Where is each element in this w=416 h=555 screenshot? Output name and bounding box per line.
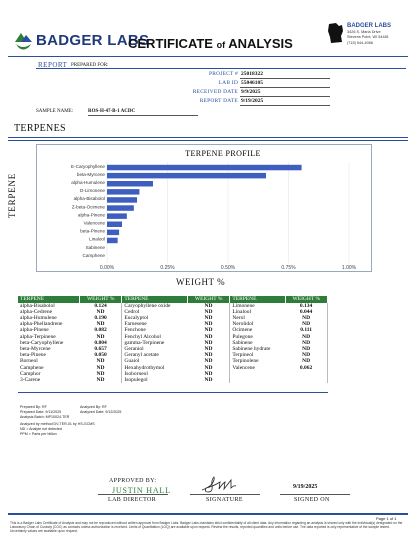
table-value-cell: ND [188,303,230,309]
table-name-cell: Fenchone [124,327,146,334]
analyzed-date-value: 9/12/2025 [105,410,122,414]
title-of: of [216,40,226,50]
table-name-cell: Eucalyptol [124,314,149,321]
table-value-cell: ND [188,352,230,358]
table-value-cell: ND [80,358,122,364]
terpenes-rule-thick [8,137,408,138]
analyzed-by-label: Analyzed By: [80,405,101,409]
table-name-cell: Geraniol [124,345,144,352]
chart-category-label: D-Limonene [79,188,105,194]
chart-bar [107,165,302,171]
table-value-cell [285,377,327,383]
table-name-cell: Fenchyl Alcohol [124,333,161,340]
address-city: Stevens Point, WI 54481 [347,35,389,40]
table-value-cell: 0.062 [285,365,327,371]
prepared-by [20,405,47,409]
table-value-cell: ND [80,321,122,327]
table-name-cell: Sabinene hydrate [232,345,271,352]
table-value-cell: ND [285,352,327,358]
prepared-by-label: Prepared By: [20,405,41,409]
table-name-cell: Sabinene [232,339,253,346]
certificate-title [128,36,293,51]
table-name-cell: alpha-Bisabolol [20,302,55,309]
method-note: Analyzed by method DV-TER-01 by HS-GCMS [20,422,95,426]
table-name-cell: beta-Pinene [20,352,46,359]
table-header-cell: TERPENE [122,296,188,303]
report-date-label: REPORT DATE [199,98,238,104]
prepared-date [20,410,61,414]
address-phone: (715) 544-4066 [347,40,373,45]
table-name-cell: alpha-Phellandrene [20,321,63,328]
chart-y-axis-label: TERPENE [7,172,17,218]
wisconsin-state-icon [327,22,345,44]
chart-category-label: Linalool [89,236,105,242]
prepared-by-value: RF [41,405,47,409]
chart-category-label: alpha-Humulene [71,180,105,185]
analysis-batch-label: Analysis Batch: [20,415,45,419]
table-name-cell: Isopulegol [124,376,148,383]
chart-bar [107,222,122,228]
table-name-cell: alpha-Pinene [20,327,49,334]
chart-x-tick-label: 1.00% [341,265,357,271]
table-name-cell: Terpinolene [232,358,259,365]
chart-category-label: alpha-Bisabolol [73,196,105,202]
table-header-cell: WEIGHT % [80,296,122,303]
table-name-cell: alpha-Terpinene [20,333,56,340]
terpenes-rule-thin [8,140,408,141]
table-value-cell: ND [285,321,327,327]
footer-disclaimer: This is a Badger Labs Certificate of Analysis and may not be reproduced without written approval from Badger Labs. Badger Labs maintains strict confidentiality of all client data. Any information regarding an analysis is shared only with the individual(s) designated on the Laboratory Chain of Custody (COC) as contacts unless authorization is received. Limits of Quantitation (LOQ) are available upon request. Review the results, reported quantities and units before use. The data reported is only representative of the sample tested. Uncertainty values are available upon request. [10,521,403,534]
chart-category-label: Valencene [83,220,105,226]
chart-category-label: E-Caryophyllene [71,163,105,169]
table-value-cell: ND [285,340,327,346]
terpenes-heading: TERPENES [14,123,66,134]
table-value-cell: ND [80,365,122,371]
table-name-cell: Hexahydrothymol [124,364,165,371]
header-divider [8,56,408,57]
chart-category-label: beta-Pinene [80,228,105,234]
lab-id-rule [240,87,330,88]
analyzed-by-value: RF [101,405,107,409]
table-value-cell: ND [188,377,230,383]
report-label: REPORT [38,61,68,69]
project-label: PROJECT # [208,71,238,77]
table-value-cell: ND [188,346,230,352]
page-number: Page 1 of 1 [376,516,397,521]
table-value-cell: ND [188,334,230,340]
address-lab-name: BADGER LABS [347,23,392,29]
sample-name-value: ROS-H-47-B-1 ACDC [88,109,136,114]
chart-canvas [37,145,373,273]
signature-label: SIGNATURE [206,497,243,503]
brand-name: BADGER LABS [36,32,150,49]
table-value-cell: ND [80,377,122,383]
nd-note: ND = Analyte not detected [20,427,62,431]
table-header-cell: TERPENE [18,296,80,303]
approver-name: JUSTIN HALL [112,486,171,495]
table-name-cell: Nerolidol [232,321,254,328]
table-name-cell: alpha-Cedrene [20,308,53,315]
chart-x-tick-label: 0.25% [160,265,175,271]
chart-x-tick-label: 0.50% [220,265,236,271]
chart-category-label: Sabinene [85,244,105,250]
table-name-cell: Camphor [20,370,41,377]
chart-category-label: alpha-Pinene [77,212,105,218]
table-header-cell: TERPENE [230,296,285,303]
table-name-cell: alpha-Humulene [20,314,57,321]
lab-id-label: LAB ID [218,80,238,86]
table-name-cell: Limonene [232,302,255,309]
lab-id-value: 55046105 [241,80,263,86]
chart-bar [107,213,127,219]
received-date-value: 9/9/2025 [241,89,261,95]
table-value-cell: 0.804 [80,340,122,346]
footer-divider [8,513,408,515]
chart-x-tick-label: 0.00% [99,265,115,271]
table-value-cell: 0.134 [285,303,327,309]
chart-bar [107,189,139,195]
chart-title: TERPENE PROFILE [185,149,261,158]
signed-on-date: 9/19/2025 [293,484,318,490]
approver-title: LAB DIRECTOR [108,497,157,503]
table-value-cell: ND [188,365,230,371]
table-name-cell: Geranyl acetate [124,352,159,359]
chart-bar [107,238,118,244]
table-name-cell: Farnesene [124,321,147,328]
table-value-cell: 0.111 [285,327,327,333]
received-date-rule [240,96,330,97]
analyzed-by [80,405,107,409]
table-name-cell: Guaiol [124,358,140,365]
chart-bar [107,173,266,179]
table-name-cell: beta-Myrcene [20,345,51,352]
table-bottom-rule [18,392,328,393]
terpene-profile-chart [36,144,372,272]
chart-bar [107,181,153,187]
table-name-cell: beta-Caryophyllene [20,339,64,346]
project-value: 25018322 [241,71,263,77]
lab-address [347,24,391,46]
prepared-date-label: Prepared Date: [20,410,45,414]
table-name-cell: 3-Carene [20,376,41,383]
signature-rule [190,494,260,495]
signed-on-rule [280,494,350,495]
chart-category-label: beta-Myrcene [76,171,105,177]
chart-category-label: Z-beta-Ocimene [71,204,105,210]
table-name-cell: Pulegone [232,333,253,340]
table-name-cell: Borneol [20,358,38,365]
table-value-cell: 0.082 [80,327,122,333]
table-name-cell: Linalool [232,308,251,315]
table-name-cell: Ocimene [232,327,253,334]
project-rule [240,78,330,79]
chart-bar [107,205,134,211]
table-name-cell [230,377,285,383]
ppm-note: PPM = Parts per billion [20,432,57,436]
sample-name-label: SAMPLE NAME: [36,109,74,114]
chart-bar [107,230,119,236]
table-value-cell: ND [188,309,230,315]
results-table [18,296,328,383]
approver-rule [98,494,168,495]
table-name-cell: Caryophyllene oxide [124,302,171,309]
table-header-cell: WEIGHT % [188,296,230,303]
approved-by-label: APPROVED BY: [109,478,157,484]
table-name-cell: Camphene [20,364,44,371]
report-underline [36,68,406,69]
table-value-cell: ND [188,321,230,327]
table-value-cell: 0.657 [80,346,122,352]
table-value-cell: 0.050 [80,352,122,358]
table-name-cell: gamma-Terpinene [124,339,165,346]
table-value-cell: ND [188,358,230,364]
table-value-cell: 0.124 [80,303,122,309]
table-value-cell: ND [285,334,327,340]
report-date-value: 9/19/2025 [241,98,264,104]
table-value-cell: 0.190 [80,315,122,321]
sample-name-rule [88,115,198,116]
table-value-cell: ND [80,309,122,315]
analyzed-date-label: Analyzed Date: [80,410,105,414]
analysis-batch-value: MP10024-TER [45,415,70,419]
table-body [18,303,328,384]
table-value-cell: ND [285,315,327,321]
table-name-cell: Isoborneol [124,370,148,377]
table-header-cell: WEIGHT % [285,296,327,303]
analyzed-date [80,410,121,414]
table-value-cell: ND [285,346,327,352]
chart-x-axis-label: WEIGHT % [176,277,226,287]
table-value-cell: ND [80,371,122,377]
chart-x-tick-label: 0.75% [281,265,296,271]
prepared-date-value: 9/11/2025 [45,410,62,414]
prepared-for-label: PREPARED FOR: [71,62,109,68]
table-value-cell: ND [285,358,327,364]
received-date-label: RECEIVED DATE [192,89,238,95]
badger-labs-logo-icon [12,30,34,52]
table-value-cell: 0.044 [285,309,327,315]
table-value-cell: ND [188,340,230,346]
table-value-cell: ND [188,315,230,321]
signed-on-label: SIGNED ON [294,497,330,503]
report-date-rule [240,105,330,106]
table-value-cell: ND [80,334,122,340]
table-row [18,377,328,383]
address-street: 3426 S. Maria Drive [347,29,381,34]
table-name-cell: Nerol [232,314,245,321]
table-name-cell: Valencene [232,364,255,371]
table-name-cell: Terpineol [232,352,254,359]
terpene-results-table [18,296,328,383]
table-name-cell: Cedrol [124,308,140,315]
chart-bar [107,197,137,203]
table-value-cell: ND [188,371,230,377]
analysis-batch [20,415,69,419]
table-value-cell: ND [188,327,230,333]
title-end: ANALYSIS [228,36,293,51]
title-main: CERTIFICATE [128,36,213,51]
chart-category-label: Camphene [82,252,105,258]
handwritten-signature [198,474,240,494]
